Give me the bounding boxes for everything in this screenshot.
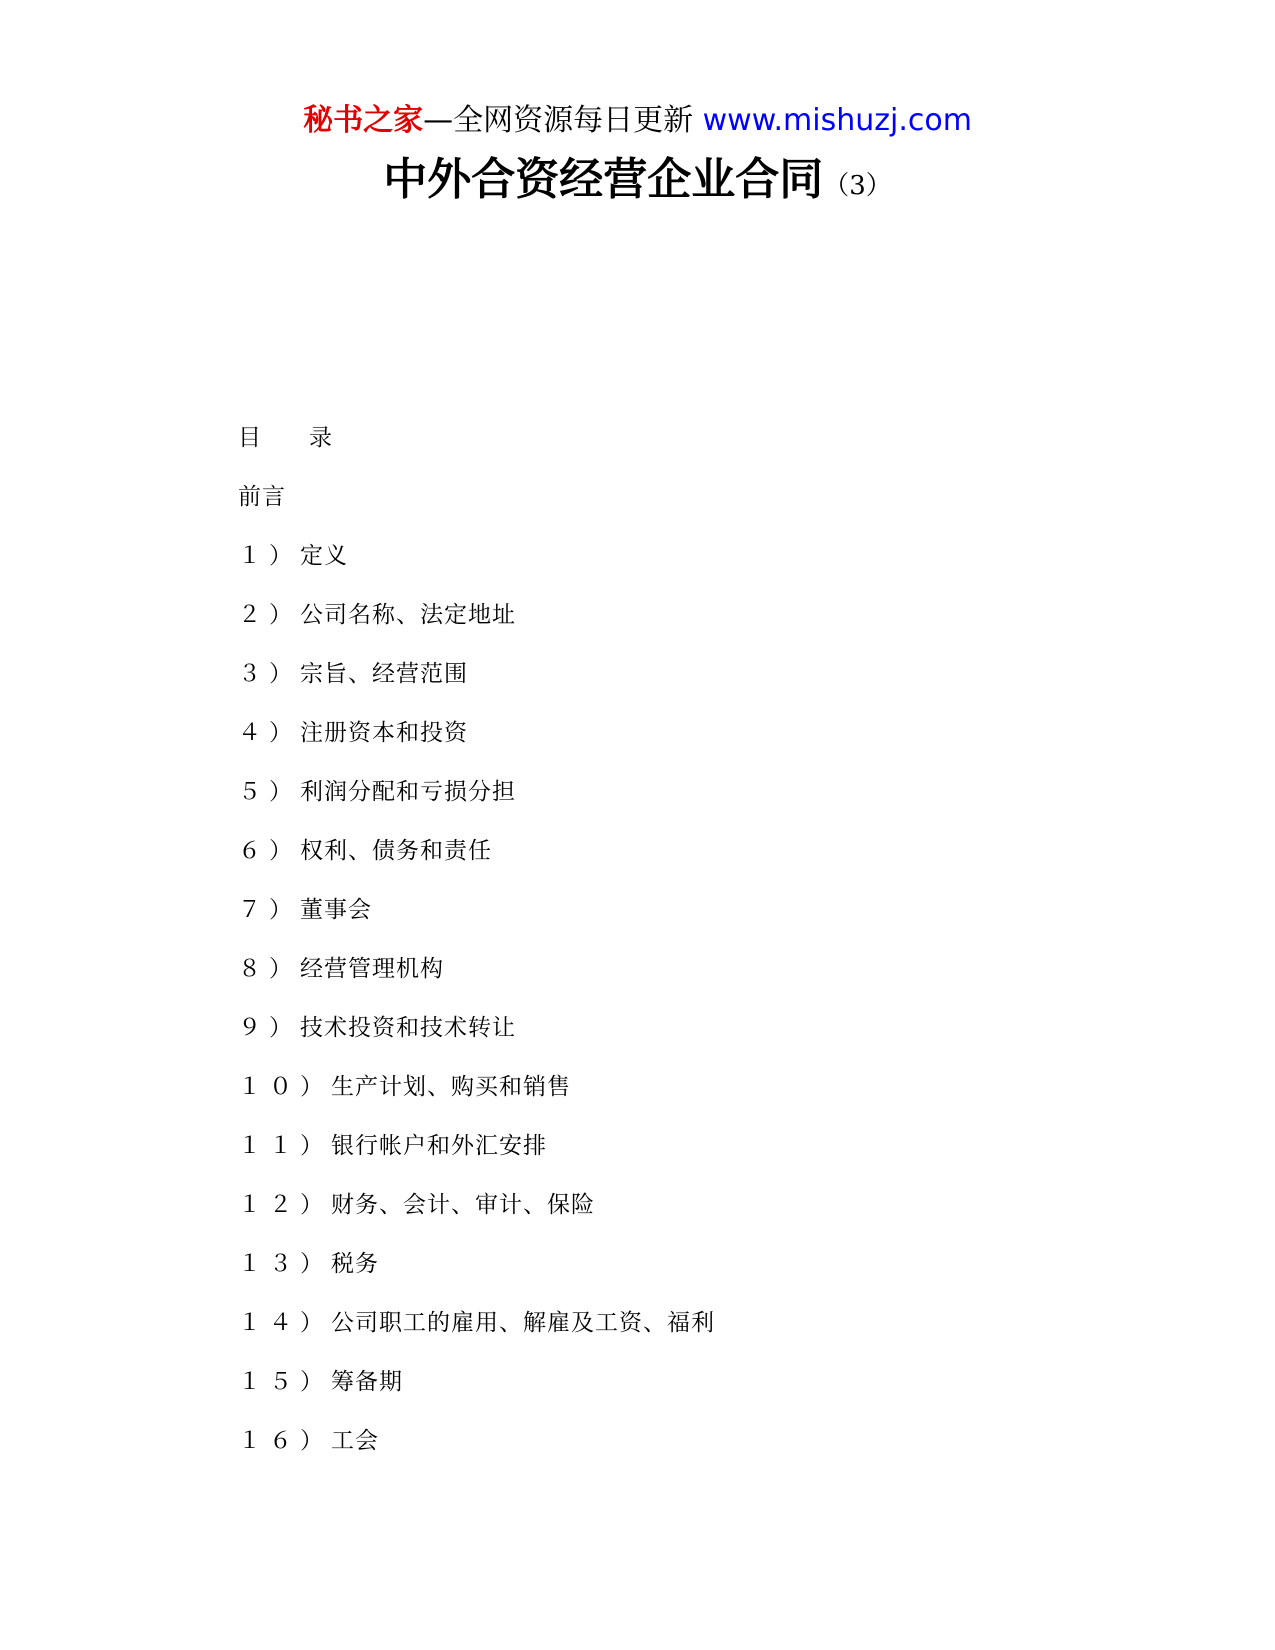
document-title [0, 152, 1275, 217]
toc-item [238, 1367, 715, 1426]
toc-item [238, 541, 715, 600]
toc-item-text: 财务、会计、审计、保险 [331, 1192, 595, 1218]
toc-item [238, 836, 715, 895]
toc-item-number: １６） [238, 1428, 331, 1454]
site-tagline: —全网资源每日更新 [423, 103, 694, 138]
toc-item [238, 659, 715, 718]
site-brand: 秘书之家 [303, 103, 424, 138]
toc-item-text: 权利、债务和责任 [300, 838, 492, 864]
document-title-text: 中外合资经营企业合同 [383, 154, 824, 205]
toc-item-number: ５） [238, 779, 300, 805]
toc-item [238, 1249, 715, 1308]
toc-item [238, 1426, 715, 1485]
toc-list [238, 482, 715, 1485]
toc-item-number: ２） [238, 602, 300, 628]
toc-item-number: １５） [238, 1369, 331, 1395]
toc-item-text: 利润分配和亏损分担 [300, 779, 516, 805]
toc-item [238, 718, 715, 777]
toc-item-text: 公司名称、法定地址 [300, 602, 516, 628]
toc-item-text: 前言 [238, 484, 286, 510]
toc-item [238, 1190, 715, 1249]
toc-item-number: １１） [238, 1133, 331, 1159]
toc-item [238, 895, 715, 954]
toc-item-number: ６） [238, 838, 300, 864]
toc-item-number: ３） [238, 661, 300, 687]
toc-item [238, 1308, 715, 1367]
toc-item-text: 宗旨、经营范围 [300, 661, 468, 687]
toc-item-number: １２） [238, 1192, 331, 1218]
site-url-link[interactable]: www.mishuzj.com [702, 103, 972, 138]
document-title-suffix: （3） [823, 171, 892, 201]
toc-item-text: 工会 [331, 1428, 379, 1454]
toc-item [238, 1013, 715, 1072]
toc-item-number: ７） [238, 897, 300, 923]
toc-heading-right: 录 [309, 425, 332, 451]
toc-item [238, 1072, 715, 1131]
toc-item-number: １） [238, 543, 300, 569]
toc-item-text: 经营管理机构 [300, 956, 444, 982]
toc-item-text: 董事会 [300, 897, 372, 923]
toc-heading-left: 目 [238, 425, 261, 451]
toc-item-number: １３） [238, 1251, 331, 1277]
toc-item [238, 1131, 715, 1190]
toc-item-text: 生产计划、购买和销售 [331, 1074, 571, 1100]
toc-item-text: 技术投资和技术转让 [300, 1015, 516, 1041]
toc-heading [238, 423, 332, 453]
toc-item-text: 税务 [331, 1251, 379, 1277]
toc-item-number: １０） [238, 1074, 331, 1100]
toc-item-text: 筹备期 [331, 1369, 403, 1395]
toc-item-number: ４） [238, 720, 300, 746]
toc-item-number: １４） [238, 1310, 331, 1336]
toc-item [238, 600, 715, 659]
toc-item-number: ９） [238, 1015, 300, 1041]
toc-item [238, 954, 715, 1013]
toc-item-number: ８） [238, 956, 300, 982]
toc-item [238, 482, 715, 541]
toc-item-text: 定义 [300, 543, 348, 569]
toc-item-text: 公司职工的雇用、解雇及工资、福利 [331, 1310, 715, 1336]
toc-item [238, 777, 715, 836]
site-banner [0, 101, 1275, 141]
toc-item-text: 注册资本和投资 [300, 720, 468, 746]
toc-item-text: 银行帐户和外汇安排 [331, 1133, 547, 1159]
